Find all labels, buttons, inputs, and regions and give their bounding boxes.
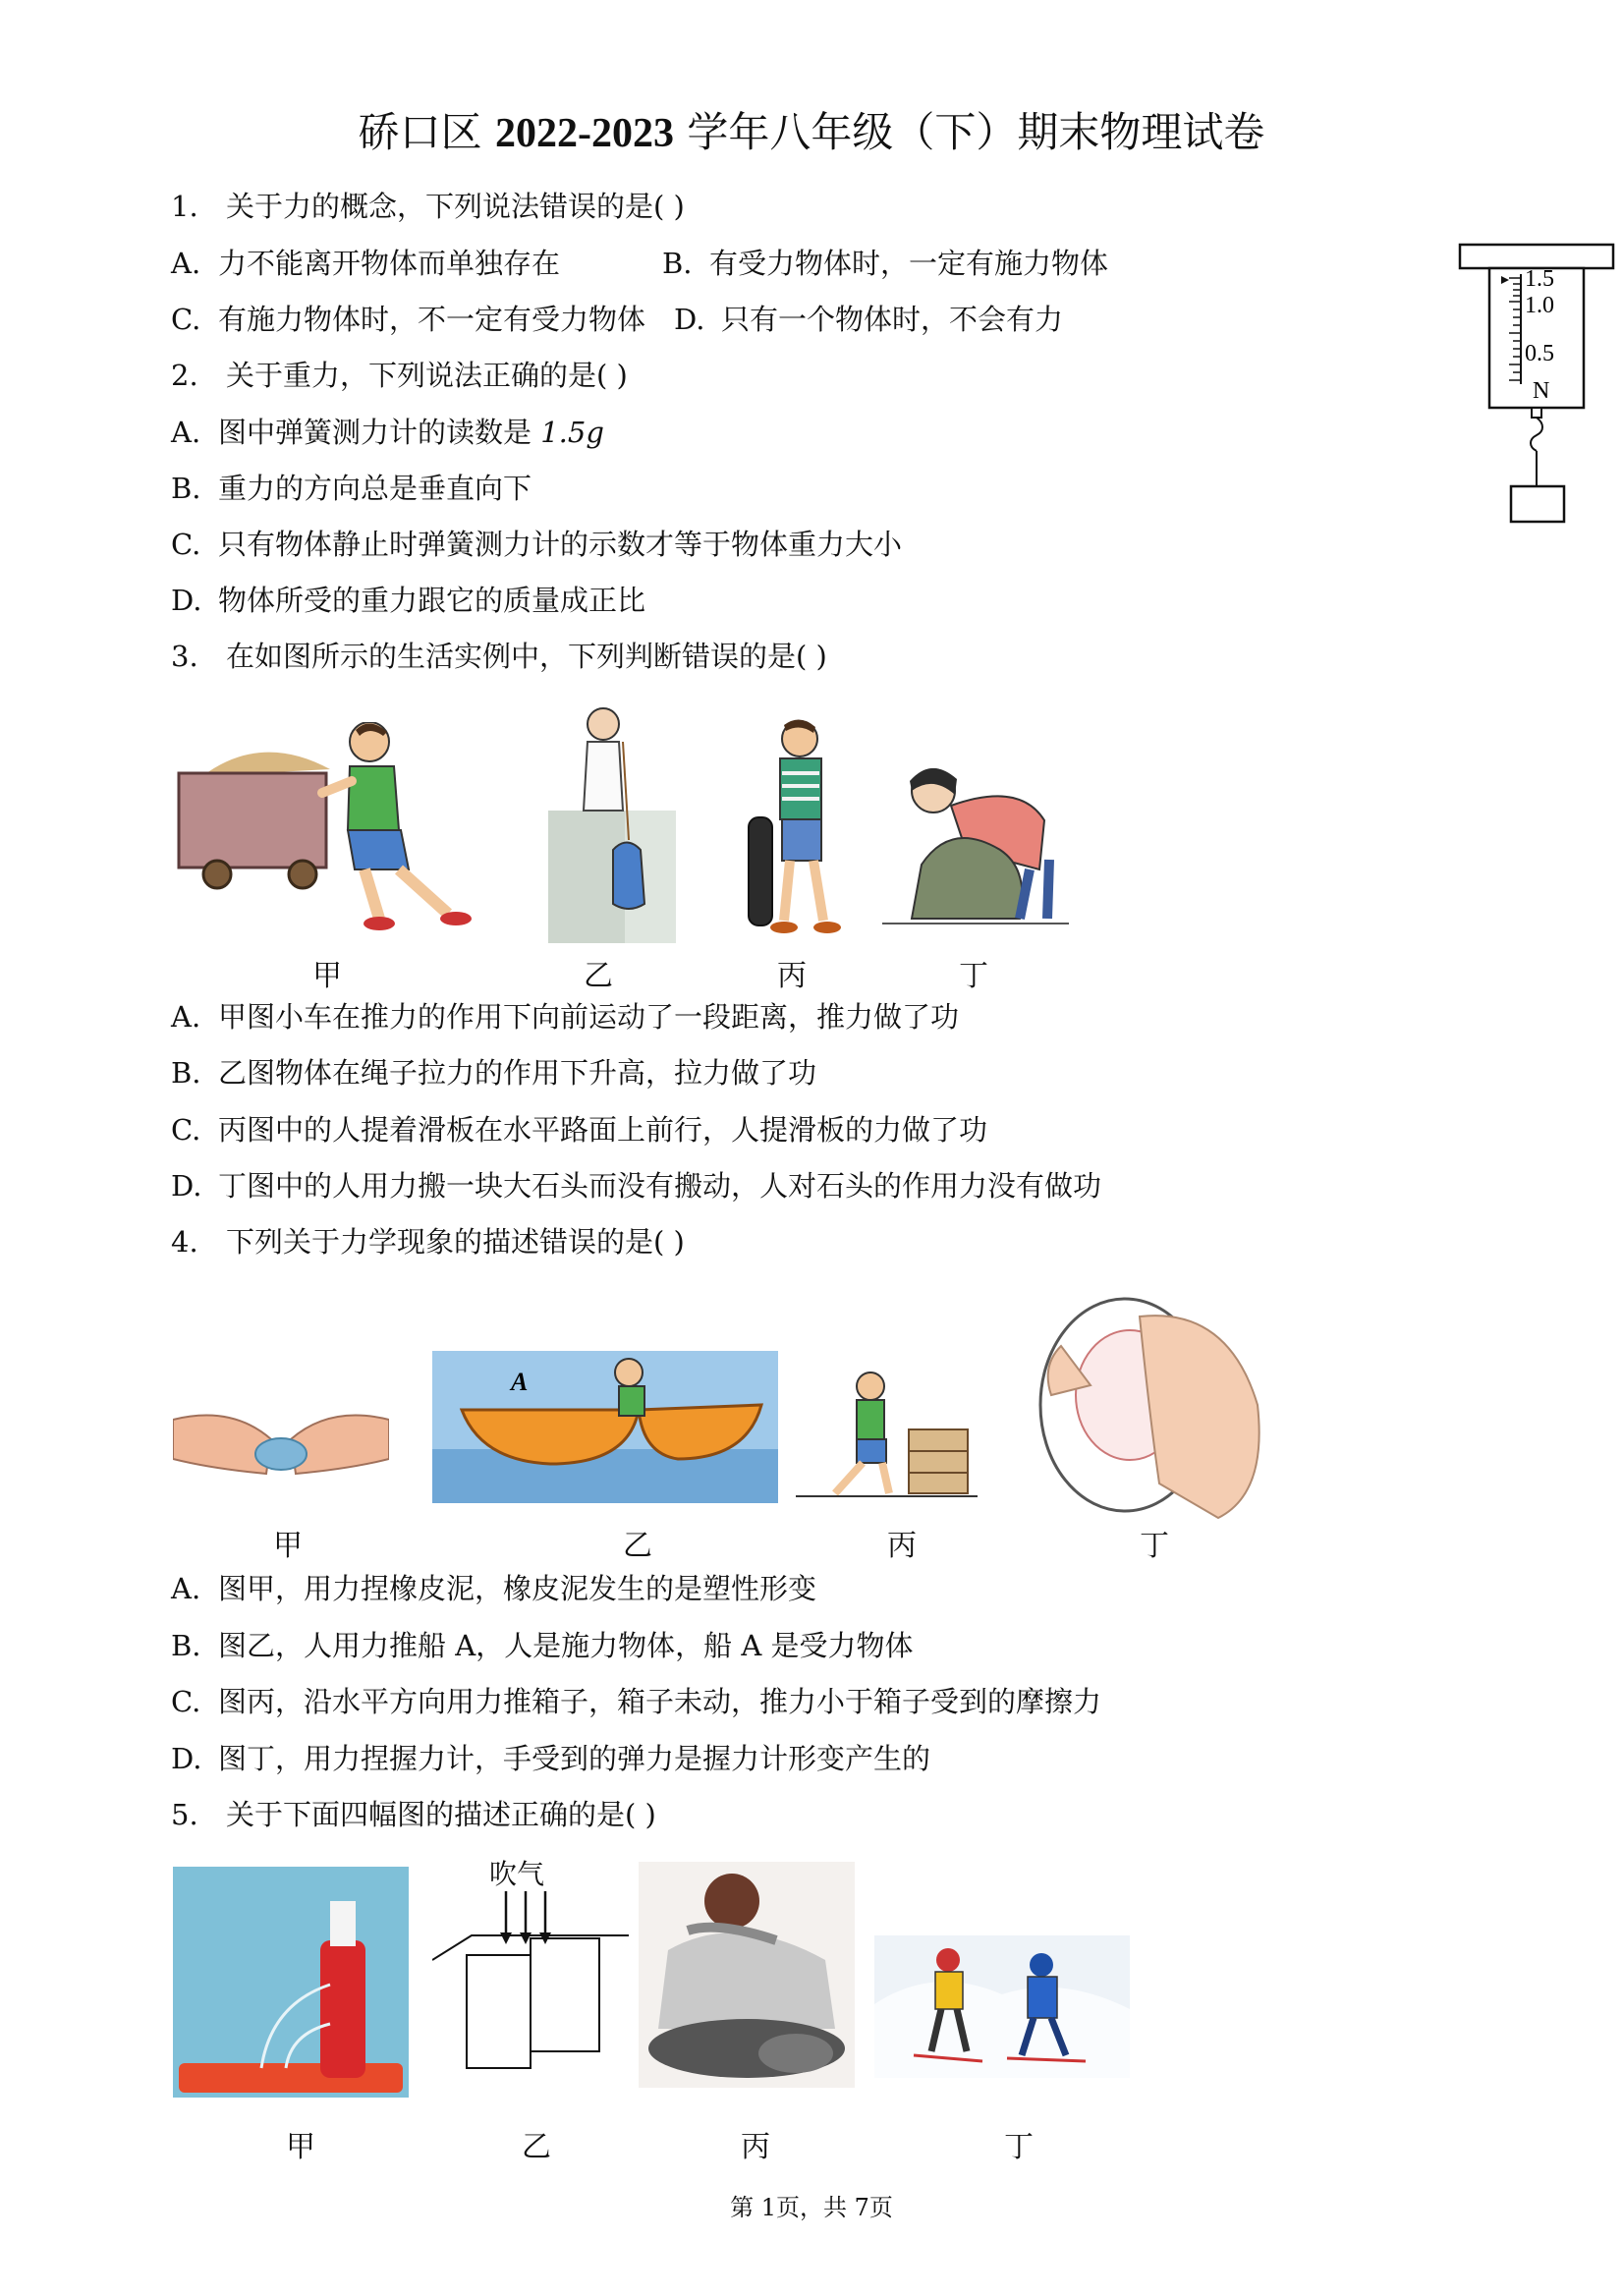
q4-option-b: B. 图乙，人用力推船 A，人是施力物体，船 A 是受力物体 (171, 1629, 914, 1662)
skateboard-carry-figure (745, 719, 853, 940)
lift-rock-figure (872, 752, 1079, 933)
question-2: 2. 关于重力，下列说法正确的是( ) (171, 359, 628, 392)
clay-squeeze-figure (173, 1400, 389, 1493)
gauge-tick-1-0: 1.0 (1525, 293, 1554, 318)
gauge-unit: N (1533, 378, 1550, 404)
q3-caption-ding: 丁 (959, 959, 988, 993)
q2-option-d: D. 物体所受的重力跟它的质量成正比 (171, 584, 646, 617)
q3-option-a: A. 甲图小车在推力的作用下向前运动了一段距离，推力做了功 (171, 1000, 960, 1034)
q4-option-a: A. 图甲，用力捏橡皮泥，橡皮泥发生的是塑性形变 (171, 1572, 817, 1605)
grip-meter-figure (1032, 1287, 1267, 1528)
spring-scale-figure (1454, 241, 1621, 526)
pressure-cooker-figure (639, 1862, 855, 2088)
cart-push-figure (173, 722, 487, 933)
blow-label: 吹气 (489, 1858, 545, 1890)
q2-option-a: A. 图中弹簧测力计的读数是 1.5g (171, 416, 604, 449)
page-footer: 第 1页，共 7页 (730, 2194, 893, 2221)
q4-option-c: C. 图丙，沿水平方向用力推箱子，箱子未动，推力小于箱子受到的摩擦力 (171, 1685, 1102, 1718)
q2-option-c: C. 只有物体静止时弹簧测力计的示数才等于物体重力大小 (171, 528, 903, 561)
q1-option-d: D. 只有一个物体时，不会有力 (674, 303, 1064, 336)
bottle-water-figure (173, 1867, 409, 2098)
question-4: 4. 下列关于力学现象的描述错误的是( ) (171, 1225, 685, 1259)
rope-lift-figure (548, 702, 676, 943)
boat-push-figure (432, 1351, 778, 1503)
q5-caption-bing: 丙 (741, 2130, 770, 2164)
q4-caption-jia: 甲 (273, 1529, 303, 1563)
skiing-figure (874, 1935, 1130, 2078)
q5-caption-ding: 丁 (1004, 2130, 1034, 2164)
q3-caption-yi: 乙 (584, 959, 613, 993)
q3-option-c: C. 丙图中的人提着滑板在水平路面上前行，人提滑板的力做了功 (171, 1113, 988, 1147)
paper-blow-figure (432, 1891, 629, 2078)
q4-caption-bing: 丙 (887, 1529, 917, 1563)
q1-option-b: B. 有受力物体时，一定有施力物体 (662, 247, 1109, 280)
q3-caption-jia: 甲 (312, 959, 342, 993)
question-5: 5. 关于下面四幅图的描述正确的是( ) (171, 1798, 656, 1831)
gauge-tick-1-5: 1.5 (1525, 266, 1554, 292)
page-title: 硚口区 2022-2023 学年八年级（下）期末物理试卷 (358, 108, 1265, 156)
q4-caption-yi: 乙 (623, 1529, 652, 1563)
boat-label-a: A (511, 1368, 529, 1396)
gauge-tick-0-5: 0.5 (1525, 341, 1554, 366)
q3-option-d: D. 丁图中的人用力搬一块大石头而没有搬动，人对石头的作用力没有做功 (171, 1169, 1102, 1203)
q1-option-a: A. 力不能离开物体而单独存在 (171, 247, 561, 280)
box-push-figure (796, 1371, 978, 1503)
question-1: 1. 关于力的概念，下列说法错误的是( ) (171, 190, 685, 223)
q1-option-c: C. 有施力物体时，不一定有受力物体 (171, 303, 646, 336)
q4-option-d: D. 图丁，用力捏握力计，手受到的弹力是握力计形变产生的 (171, 1742, 931, 1775)
q5-caption-jia: 甲 (286, 2130, 315, 2164)
q3-option-b: B. 乙图物体在绳子拉力的作用下升高，拉力做了功 (171, 1056, 817, 1090)
q5-caption-yi: 乙 (522, 2130, 551, 2164)
q3-caption-bing: 丙 (777, 959, 807, 993)
question-3: 3. 在如图所示的生活实例中，下列判断错误的是( ) (171, 640, 827, 673)
q4-caption-ding: 丁 (1140, 1529, 1169, 1563)
q2-option-b: B. 重力的方向总是垂直向下 (171, 472, 532, 505)
